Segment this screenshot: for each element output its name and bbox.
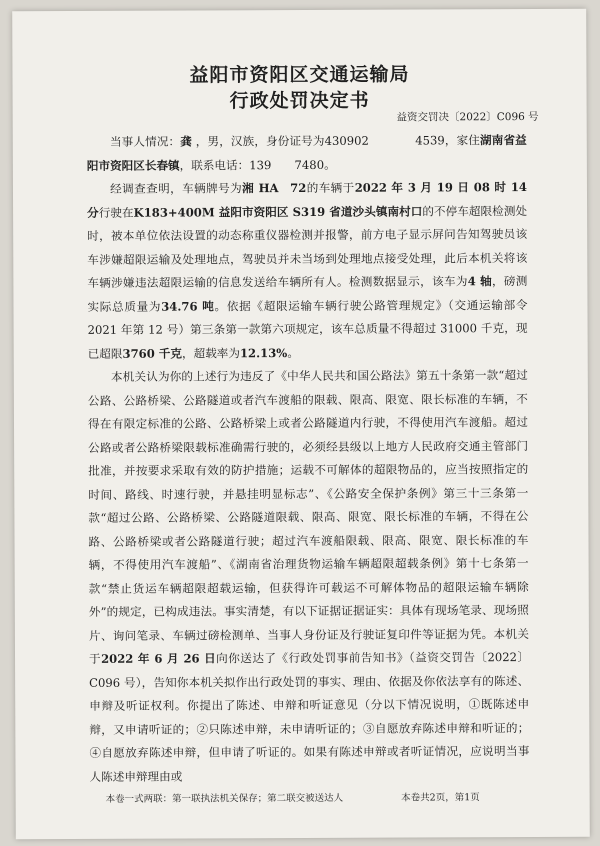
id-number-part-b: 4539 bbox=[415, 133, 445, 148]
notice-date: 2022 年 6 月 26 日 bbox=[101, 651, 217, 666]
phone-part-b: 7480 bbox=[294, 157, 325, 172]
party-paragraph: 当事人情况：龚 ，男，汉族，身份证号为430902 4539，家住湖南省益阳市资阳区长春镇，联系电话：139 7480。 bbox=[86, 133, 527, 173]
finding-paragraph: 本机关认为你的上述行为违反了《中华人民共和国公路法》第五十条第一款“超过公路、公路桥梁、公路隧道或者汽车渡船的限载、限高、限宽、限长标准的车辆，不得在有限定标准的公路、公路桥梁上或者公路隧道内行驶，不得使用汽车渡船。超过公路或者公路桥梁限载标准确需行驶的，必须经县级以上地方人民政府交通主管部门批准，并按要求采取有效的防护措施；运载不可解体的超限物品的，应当按照指定的时间、路线、时速行驶，并悬挂明显标志”、《公路安全保护条例》第三十三条第一款“超过公路、公路桥梁、公路隧道限载、限高、限宽、限长标准的车辆，不得在公路、公路桥梁或者公路隧道行驶；超过汽车渡船限载、限高、限宽、限长标准的车辆，不得使用汽车渡船”、《湖南省治理货物运输车辆超限超载条例》第十七条第一款“禁止货运车辆超限超载运输，但获得许可载运不可解体物品的超限运输车辆除外”的规定，已构成违法。事实清楚，有以下证据证据证实：具体有现场笔录、现场照片、询问笔录、车辆过磅检测单、当事人身份证及行驶证复印件等证据为凭。本机关于2022 年 6 月 26 日向你送达了《行政处罚事前告知书》（益资交罚告〔2022〕C096 号），告知你本机关拟作出行政处罚的事实、理由、依据及你依法享有的陈述、申辩及听证权利。你提出了陈述、申辩和听证意见（分以下情况说明，①既陈述申辩，又申请听证的；②只陈述申辩，未申请听证的；③自愿放弃陈述申辩和听证的；④自愿放弃陈述申辩，但申请了听证的。如果有陈述申辩或者听证情况，应说明当事人陈述申辩理由或 bbox=[87, 368, 530, 784]
document-body bbox=[87, 129, 530, 789]
measured-weight: 34.76 吨 bbox=[161, 298, 215, 314]
issuing-authority: 益阳市资阳区交通运输局 bbox=[189, 63, 410, 87]
party-name: 龚 bbox=[180, 134, 192, 149]
plate-part-b: 72 bbox=[290, 180, 307, 196]
id-number-part-a: 430902 bbox=[324, 133, 369, 148]
overload-amount: 3760 千克 bbox=[122, 346, 183, 361]
page-footer bbox=[106, 789, 480, 805]
document-number: 益资交罚决〔2022〕C096 号 bbox=[396, 110, 539, 124]
phone-part-a: 139 bbox=[249, 157, 272, 172]
overload-rate: 12.13% bbox=[239, 345, 288, 360]
party-lead: 当事人情况： bbox=[109, 134, 181, 149]
axle-count: 4 轴 bbox=[467, 274, 493, 289]
detection-location: K183+400M 益阳市资阳区 S319 省道沙头镇南村口 bbox=[133, 203, 423, 220]
document-title: 行政处罚决定书 bbox=[229, 89, 370, 113]
detection-datetime: 2022 年 3 月 19 日 08 时 14 分 bbox=[87, 180, 527, 220]
plate-part-a: 湘 HA bbox=[242, 181, 279, 196]
party-address: 湖南省益阳市资阳区长春镇 bbox=[86, 133, 527, 173]
page-number: 本卷共2页，第1页 bbox=[401, 792, 480, 804]
copies-note: 本卷一式两联：第一联执法机关保存；第二联交被送达人 bbox=[105, 792, 344, 805]
investigation-paragraph: 经调查查明，车辆牌号为湘 HA 72的车辆于2022 年 3 月 19 日 08 时 14 分行驶在K183+400M 益阳市资阳区 S319 省道沙头镇南村口的不停车超限检测处时，被本单位依法设置的动态称重仪器检测并报警，前方电子显示屏问告知驾驶员该车涉嫌超限运输及处理地点，驾驶员并未当场到处理地点接受处理，此后本机关将该车辆涉嫌违法超限运输的信息发送给车辆所有人。检测数据显示，该车为4 轴，磅测实际总质量为34.76 吨。依据《超限运输车辆行驶公路管理规定》（交通运输部令 2021 年第 12 号）第三条第一款第六项规定，该车总质量不得超过 31000 千克，现已超限3760 千克，超载率为12.13%。 bbox=[87, 180, 528, 361]
document-page bbox=[12, 9, 590, 839]
